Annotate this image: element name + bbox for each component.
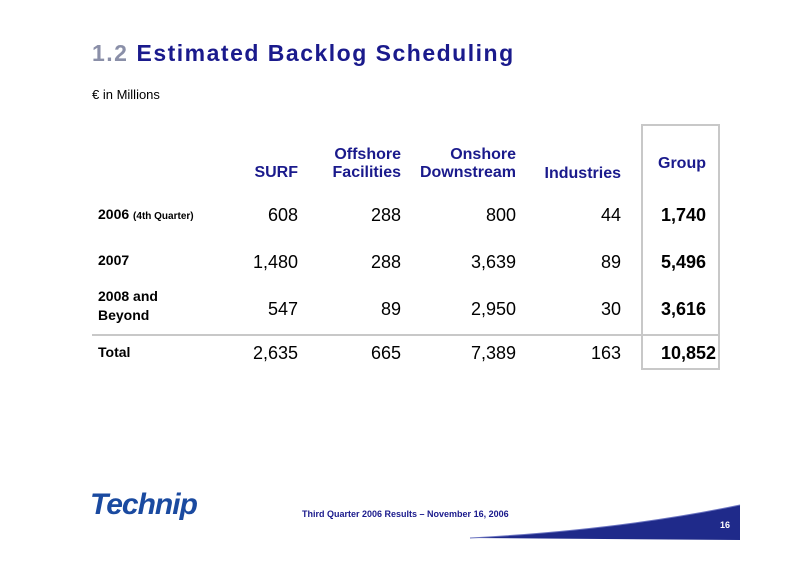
cell-industries: 163 xyxy=(590,343,621,363)
title-text: Estimated Backlog Scheduling xyxy=(136,40,515,66)
cell-group: 1,740 xyxy=(660,205,706,225)
row-label-total: Total xyxy=(98,344,131,360)
row-label-note: (4th Quarter) xyxy=(133,211,194,222)
header-offshore-line2: Facilities xyxy=(332,164,401,181)
row-label-line2: Beyond xyxy=(98,307,150,323)
row-label-text: 2006 xyxy=(98,206,130,222)
cell-surf: 2,635 xyxy=(252,343,298,363)
header-offshore-line1: Offshore xyxy=(334,146,401,163)
footer-text: Third Quarter 2006 Results – November 16, 2006 xyxy=(302,509,509,519)
cell-onshore: 7,389 xyxy=(470,343,516,363)
cell-onshore: 2,950 xyxy=(470,299,516,319)
cell-industries: 44 xyxy=(600,205,621,225)
header-group: Group xyxy=(658,155,706,172)
header-onshore-line2: Downstream xyxy=(419,164,516,181)
cell-group: 10,852 xyxy=(660,343,716,363)
header-industries: Industries xyxy=(544,165,621,182)
cell-offshore: 288 xyxy=(370,205,401,225)
cell-surf: 608 xyxy=(267,205,298,225)
row-label-line1: 2008 and xyxy=(98,288,158,304)
page-number: 16 xyxy=(720,520,731,530)
header-onshore-line1: Onshore xyxy=(450,146,516,163)
cell-onshore: 800 xyxy=(485,205,516,225)
cell-group: 5,496 xyxy=(660,252,706,272)
row-label-2007: 2007 xyxy=(98,252,130,268)
units-subtitle: € in Millions xyxy=(92,87,160,102)
cell-industries: 30 xyxy=(600,299,621,319)
technip-logo: Technip xyxy=(90,488,197,521)
cell-industries: 89 xyxy=(600,252,621,272)
title-number: 1.2 xyxy=(92,40,129,66)
cell-offshore: 665 xyxy=(370,343,401,363)
header-surf: SURF xyxy=(254,164,298,181)
cell-offshore: 89 xyxy=(380,299,401,319)
cell-surf: 1,480 xyxy=(252,252,298,272)
cell-surf: 547 xyxy=(267,299,298,319)
cell-group: 3,616 xyxy=(660,299,706,319)
cell-offshore: 288 xyxy=(370,252,401,272)
cell-onshore: 3,639 xyxy=(470,252,516,272)
